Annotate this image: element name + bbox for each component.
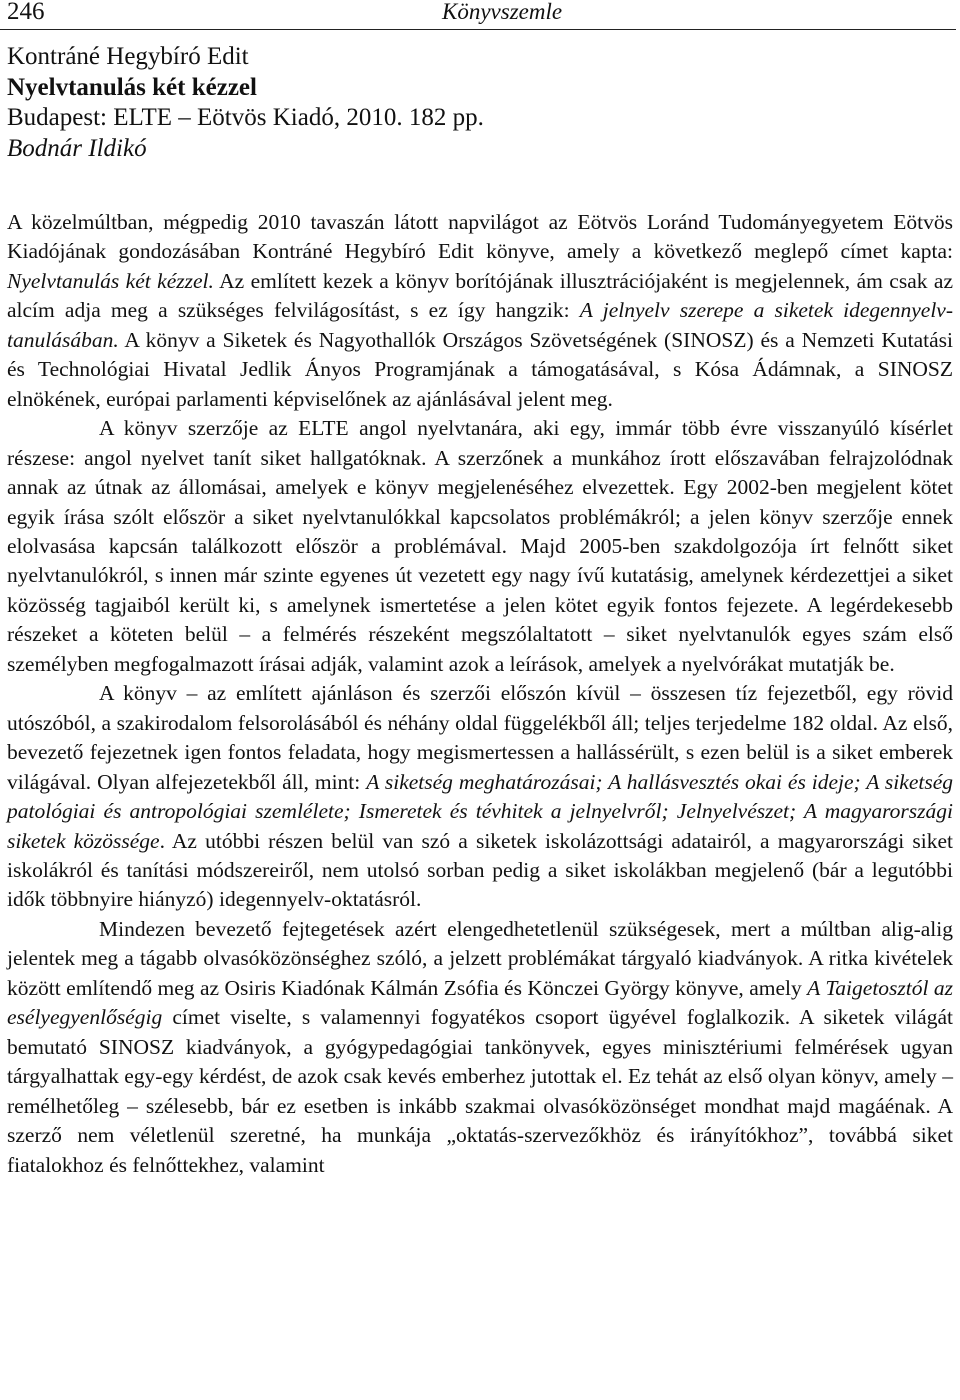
book-metadata bbox=[7, 42, 947, 164]
page-number: 246 bbox=[7, 0, 45, 25]
paragraph-text: A könyv szerzője az ELTE angol nyelvtanára, aki egy, immár több évre visszanyúló kísérlet részese: angol nyelvet tanít siket hallgatóknak. A szerzőnek a munkához írott előszavában felrajzolódnak annak az útnak az állomásai, amelyek e könyv megjelenéséhez elvezettek. Egy 2002-ben megjelent kötet egyik írása szólt először a siket nyelvtanulókkal kapcsolatos problémákról; a jelen könyv szerzője ennek elolvasása kapcsán találkozott először a problémával. Majd 2005-ben szakdolgozója írt felnőtt siket nyelvtanulókról, s innen már szinte egyenes út vezetett egy nagy ívű kutatásig, amelynek kérdezettjei a siket közösség tagjaiból került ki, s amelynek ismertetése a jelen kötet egyik fontos fejezete. A legérdekesebb részeket a köteten belül – a felmérés részeként megszólaltatott – siket nyelvtanulók egyes szám első személyben megfogalmazott írásai adják, valamint azok a leírások, amelyek a nyelvórákat mutatják be. bbox=[7, 416, 953, 676]
paragraph-text: A könyv a Siketek és Nagyothallók Országos Szövetségének (SINOSZ) és a Nemzeti Kutatási és Technológiai Hivatal Jedlik Ányos Programjának a támogatásával, s Kósa Ádámnak, a SINOSZ elnökének, európai parlamenti képviselőnek az ajánlásával jelent meg. bbox=[7, 327, 953, 411]
reviewer-name: Bodnár Ildikó bbox=[7, 134, 147, 162]
paragraph-text: Mindezen bevezető fejtegetések azért elengedhetetlenül szükségesek, mert a múltban alig-alig jelentek meg a tágabb olvasóközönséghez szóló, a jelzett problémákat tárgyaló kiadványok. A ritka kivételek között említendő meg az Osiris Kiadónak Kálmán Zsófia és Könczei György könyve, amely bbox=[7, 916, 953, 1000]
italic-text: A jelnyelv szerepe a siketek idegennyelv-tanulásában. bbox=[7, 298, 953, 352]
book-title: Nyelvtanulás két kézzel bbox=[7, 73, 257, 101]
book-author: Kontráné Hegybíró Edit bbox=[7, 43, 249, 70]
italic-text: Nyelvtanulás két kézzel. bbox=[7, 268, 214, 293]
paragraph-text: A könyv – az említett ajánláson és szerzői előszón kívül – összesen tíz fejezetből, egy rövid utószóból, a szakirodalom felsorolásából és néhány oldal függelékből áll; teljes terjedelme 182 oldal. Az első, bevezető fejezetnek igen fontos feladata, hogy megismertessen a hallássérült, s ezen belül is a siket emberek világával. Olyan alfejezetekből áll, mint: bbox=[7, 681, 953, 794]
header-rule bbox=[0, 29, 956, 30]
paragraph-text: . Az utóbbi részen belül van szó a siketek iskolázottsági adatairól, a magyarországi siket iskolákról és tanítási módszereiről, nem utolsó sorban pedig a siket iskolákban megjelenő (bár a legutóbbi idők többnyire hiányzó) idegennyelv-oktatásról. bbox=[7, 828, 953, 912]
book-publication: Budapest: ELTE – Eötvös Kiadó, 2010. 182 pp. bbox=[7, 104, 484, 131]
review-paragraph bbox=[7, 208, 953, 414]
italic-text: A siketség meghatározásai; A hallásvesztés okai és ideje; A siketség patológiai és antropológiai szemlélete; Ismeretek és tévhitek a jelnyelvről; Jelnyelvészet; A magyarországi siketek közössége bbox=[7, 769, 953, 853]
paragraph-text: címet viselte, s valamennyi fogyatékos csoport ügyével foglalkozik. A siketek világát bemutató SINOSZ kiadványok, a gyógypedagógiai tankönyvek, egyes minisztériumi felmérések ugyan tárgyalhattak egy-egy kérdést, de azok csak kevés emberhez jutottak el. Ez tehát az első olyan könyv, amely – remélhetőleg – szélesebb, bár ez esetben is inkább szakmai olvasóközönséget mondhat majd magáénak. A szerző nem véletlenül szeretné, ha munkája „oktatás-szervezőkhöz és irányítókhoz”, továbbá siket fiatalokhoz és felnőttekhez, valamint bbox=[7, 1005, 953, 1177]
italic-text: A Taigetosztól az esélyegyenlőségig bbox=[7, 975, 953, 1030]
paragraph-text: Az említett kezek a könyv borítójának illusztrációjaként is megjelennek, ám csak az alcím adja meg a szükséges felvilágosítást, s ez így hangzik: bbox=[7, 268, 953, 323]
paragraph-text: A közelmúltban, mégpedig 2010 tavaszán látott napvilágot az Eötvös Loránd Tudományegyetem Eötvös Kiadójának gondozásában Kontráné Hegybíró Edit könyve, amely a következő meglepő címet kapta: bbox=[7, 210, 953, 264]
review-paragraph bbox=[7, 915, 953, 1180]
review-body bbox=[7, 208, 953, 1180]
page-header bbox=[0, 0, 960, 30]
review-paragraph bbox=[7, 414, 953, 679]
journal-section: Könyvszemle bbox=[442, 0, 563, 24]
review-paragraph bbox=[7, 679, 953, 915]
